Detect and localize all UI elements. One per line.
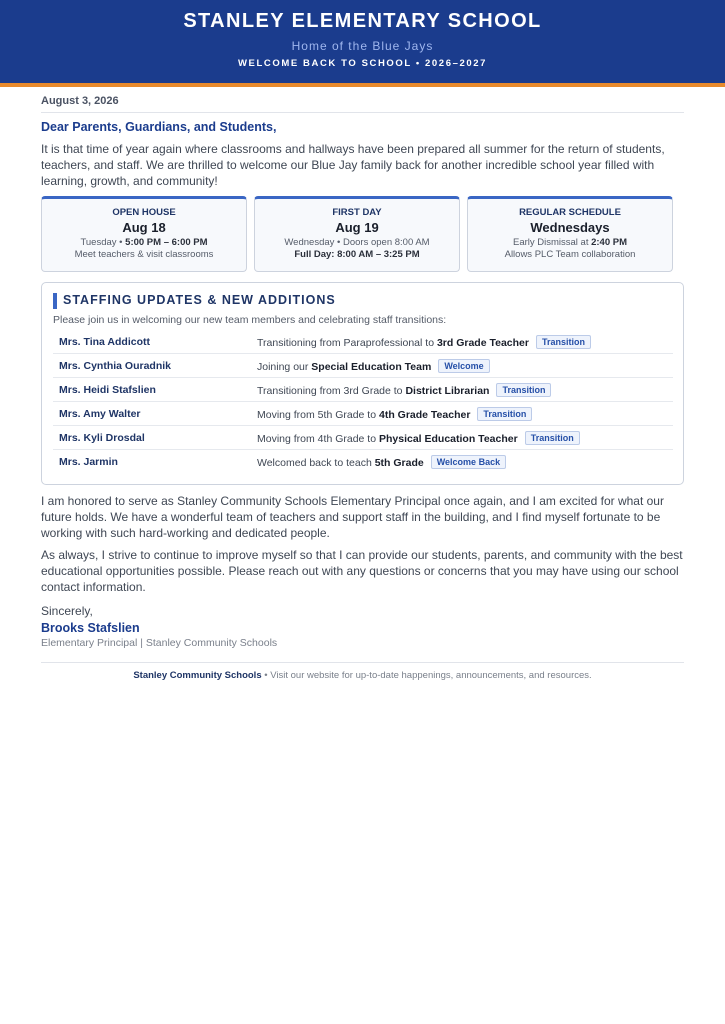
staff-name: Mrs. Kyli Drosdal (59, 432, 145, 444)
closing-paragraph-1: I am honored to serve as Stanley Community Schools Elementary Principal once again, and I am excited for what our future holds. We have a wonderful team of teachers and support staff in the building, and I find myself fortunate to be working with such hard-working and dedicated people. (41, 494, 664, 540)
status-badge: Transition (496, 383, 551, 397)
staff-row (53, 402, 673, 426)
card-first-day (254, 196, 460, 272)
letter-date: August 3, 2026 (41, 95, 119, 107)
card-title: OPEN HOUSE (112, 207, 176, 218)
staffing-section (41, 282, 684, 485)
staff-name: Mrs. Heidi Stafslien (59, 384, 156, 396)
status-badge: Welcome (438, 359, 489, 373)
staff-name: Mrs. Tina Addicott (59, 336, 151, 348)
header-accent-stripe (0, 83, 725, 87)
staff-description: Moving from 4th Grade to Physical Education Teacher Transition (257, 431, 580, 445)
card-line: Early Dismissal at 2:40 PM (512, 237, 628, 248)
status-badge: Transition (525, 431, 580, 445)
staffing-heading: STAFFING UPDATES & NEW ADDITIONS (63, 293, 336, 307)
card-date: Aug 19 (335, 220, 379, 235)
staff-row (53, 354, 673, 378)
signer-name: Brooks Stafslien (41, 621, 140, 635)
card-line: Allows PLC Team collaboration (504, 249, 636, 260)
staff-name: Mrs. Cynthia Ouradnik (59, 360, 172, 372)
welcome-subline: WELCOME BACK TO SCHOOL • 2026–2027 (237, 58, 487, 69)
staff-row (53, 330, 673, 354)
school-tagline: Home of the Blue Jays (291, 39, 434, 53)
staff-description: Welcomed back to teach 5th Grade Welcome Back (257, 455, 506, 469)
staff-description: Joining our Special Education Team Welcome (257, 359, 490, 373)
footer (41, 670, 684, 681)
staff-name: Mrs. Jarmin (59, 456, 118, 468)
closing-paragraph-2: As always, I strive to continue to improve myself so that I can provide our students, parents, and community with the best educational opportunities possible. Please reach out with any questions or concerns that you may have using our school contact information. (41, 548, 683, 594)
footer-text: • Visit our website for up-to-date happenings, announcements, and resources. (261, 670, 592, 681)
footer-org: Stanley Community Schools (133, 670, 262, 681)
section-accent-bar (53, 293, 57, 309)
card-title: FIRST DAY (332, 207, 382, 218)
card-line: Full Day: 8:00 AM – 3:25 PM (294, 249, 420, 260)
intro-paragraph: It is that time of year again where classrooms and hallways have been prepared all summer for the return of students, teachers, and staff. We are thrilled to welcome our Blue Jay family back for another incredible school year filled with learning, growth, and community! (41, 142, 665, 188)
school-name: STANLEY ELEMENTARY SCHOOL (183, 10, 542, 32)
letter-salutation: Dear Parents, Guardians, and Students, (41, 120, 277, 134)
status-badge: Welcome Back (431, 455, 506, 469)
card-open-house (41, 196, 247, 272)
divider (41, 112, 684, 113)
staff-row (53, 378, 673, 402)
signoff: Sincerely, (41, 604, 93, 618)
staff-description: Moving from 5th Grade to 4th Grade Teacher Transition (257, 407, 532, 421)
staff-name: Mrs. Amy Walter (59, 408, 141, 420)
staff-description: Transitioning from 3rd Grade to District Librarian Transition (257, 383, 551, 397)
staff-row (53, 426, 673, 450)
footer-divider (41, 662, 684, 663)
event-cards (41, 196, 673, 272)
signer-title: Elementary Principal | Stanley Community Schools (41, 637, 278, 649)
card-line: Meet teachers & visit classrooms (74, 249, 214, 260)
card-line: Wednesday • Doors open 8:00 AM (284, 237, 430, 248)
header-banner (0, 0, 725, 83)
status-badge: Transition (536, 335, 591, 349)
card-regular-schedule (467, 196, 673, 272)
card-date: Wednesdays (530, 220, 610, 235)
staffing-intro: Please join us in welcoming our new team members and celebrating staff transitions: (53, 314, 447, 326)
card-date: Aug 18 (122, 220, 166, 235)
staff-description: Transitioning from Paraprofessional to 3rd Grade Teacher Transition (257, 335, 591, 349)
status-badge: Transition (477, 407, 532, 421)
staff-row (53, 450, 673, 474)
card-line: Tuesday • 5:00 PM – 6:00 PM (80, 237, 208, 248)
card-title: REGULAR SCHEDULE (519, 207, 621, 218)
